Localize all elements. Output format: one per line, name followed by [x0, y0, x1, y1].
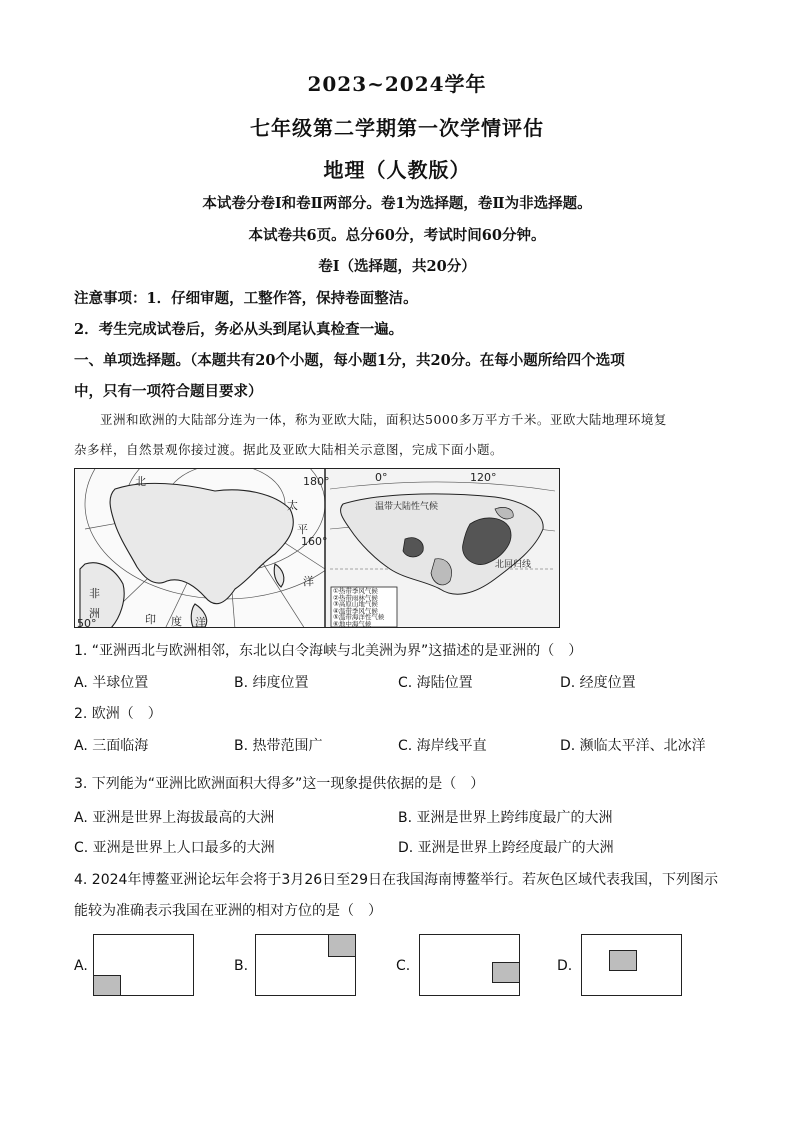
question-4-option-a-label[interactable]: A.: [74, 958, 88, 974]
question-1-option-a[interactable]: A. 半球位置: [74, 675, 149, 691]
question-4-stem-line-1: 4. 2024年博鳌亚洲论坛年会将于3月26日至29日在我国海南博鳌举行。若灰色区域代表我国，下列图示: [74, 872, 718, 888]
question-4-option-b-diagram[interactable]: [255, 934, 356, 996]
question-4-option-c-label[interactable]: C.: [396, 958, 411, 974]
question-2-option-a[interactable]: A. 三面临海: [74, 738, 149, 754]
eurasia-map-figure: [74, 468, 560, 628]
map-label: 北回归线: [495, 560, 532, 570]
china-shaded-region: [328, 934, 356, 957]
eurasia-map-svg: [75, 469, 560, 628]
china-shaded-region: [93, 975, 121, 996]
question-1-option-c[interactable]: C. 海陆位置: [398, 675, 473, 691]
question-2-option-c[interactable]: C. 海岸线平直: [398, 738, 487, 754]
map-label: 洲: [89, 607, 100, 620]
note-1: 注意事项：1．仔细审题，工整作答，保持卷面整洁。: [74, 290, 418, 307]
question-1-option-b[interactable]: B. 纬度位置: [234, 675, 309, 691]
map-label: 度: [171, 615, 182, 628]
map-label: 洋: [303, 575, 314, 588]
map-label: 北: [135, 475, 146, 488]
legend-item: ⑤温带海洋性气候: [333, 613, 385, 622]
map-label: 120°: [470, 471, 497, 484]
question-3-option-a[interactable]: A. 亚洲是世界上海拔最高的大洲: [74, 810, 275, 826]
map-label: 印: [145, 613, 156, 626]
map-label: 平: [297, 523, 308, 536]
question-3-stem: 3. 下列能为“亚洲比欧洲面积大得多”这一现象提供依据的是（ ）: [74, 776, 485, 792]
legend-item: ③高原山地气候: [333, 600, 378, 609]
exam-subject: 地理（人教版）: [323, 158, 471, 182]
legend-item: ⑥地中海气候: [333, 619, 372, 628]
map-label: 180°: [303, 475, 330, 488]
map-label: 洋: [195, 616, 206, 628]
question-2-option-b[interactable]: B. 热带范围广: [234, 738, 323, 754]
question-4-option-d-diagram[interactable]: [581, 934, 682, 996]
map-label: 0°: [375, 471, 388, 484]
question-3-option-c[interactable]: C. 亚洲是世界上人口最多的大洲: [74, 840, 275, 856]
map-label: 50°: [77, 617, 97, 628]
question-2-stem: 2. 欧洲（ ）: [74, 706, 162, 722]
question-4-stem-line-2: 能较为准确表示我国在亚洲的相对方位的是（ ）: [74, 903, 382, 919]
china-shaded-region: [609, 950, 637, 971]
map-label: 非: [89, 587, 100, 600]
map-legend: [333, 588, 384, 628]
question-1-option-d[interactable]: D. 经度位置: [560, 675, 636, 691]
map-label: 太: [287, 499, 298, 512]
china-shaded-region: [492, 962, 520, 983]
legend-item: ④温带季风气候: [333, 606, 378, 615]
instruction-line-1: 本试卷分卷Ⅰ和卷Ⅱ两部分。卷1为选择题，卷Ⅱ为非选择题。: [202, 195, 592, 212]
legend-item: ①热带季风气候: [333, 587, 378, 595]
section-heading-line-1: 一、单项选择题。（本题共有20个小题，每小题1分，共20分。在每小题所给四个选项: [74, 352, 625, 369]
question-4-option-a-diagram[interactable]: [93, 934, 194, 996]
instruction-line-2: 本试卷共6页。总分60分，考试时间60分钟。: [248, 227, 546, 244]
note-2: 2．考生完成试卷后，务必从头到尾认真检查一遍。: [74, 321, 404, 338]
question-2-option-d[interactable]: D. 濒临太平洋、北冰洋: [560, 738, 706, 754]
exam-title: 七年级第二学期第一次学情评估: [250, 116, 544, 140]
intro-line-2: 杂多样，自然景观你接过渡。据此及亚欧大陆相关示意图，完成下面小题。: [74, 442, 504, 457]
question-3-option-b[interactable]: B. 亚洲是世界上跨纬度最广的大洲: [398, 810, 613, 826]
section-heading-line-2: 中，只有一项符合题目要求）: [74, 383, 263, 400]
instruction-line-3: 卷Ⅰ（选择题，共20分）: [318, 258, 476, 275]
legend-item: ②热带雨林气候: [333, 593, 378, 602]
exam-year: 2023~2024学年: [307, 72, 487, 96]
map-label: 温带大陆性气候: [375, 502, 439, 512]
intro-line-1: 亚洲和欧洲的大陆部分连为一体，称为亚欧大陆，面积达5000多万平方千米。亚欧大陆地理环境复: [100, 412, 667, 427]
question-4-option-c-diagram[interactable]: [419, 934, 520, 996]
question-3-option-d[interactable]: D. 亚洲是世界上跨经度最广的大洲: [398, 840, 614, 856]
question-1-stem: 1. “亚洲西北与欧洲相邻，东北以白令海峡与北美洲为界”这描述的是亚洲的（ ）: [74, 643, 583, 659]
question-4-option-d-label[interactable]: D.: [557, 958, 573, 974]
map-label: 160°: [301, 535, 328, 548]
question-4-option-b-label[interactable]: B.: [234, 958, 249, 974]
